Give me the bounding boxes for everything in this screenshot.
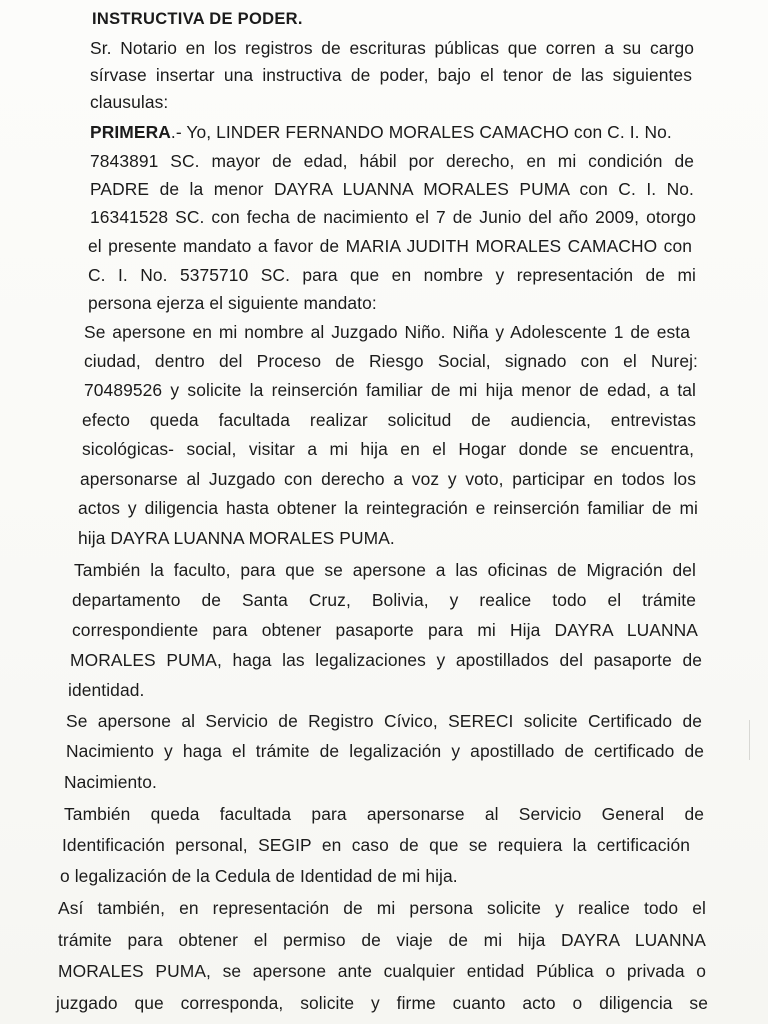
sereci-line-1: Se apersone al Servicio de Registro Cívico, SERECI solicite Certificado de [66,711,702,731]
migracion-line-4: MORALES PUMA, haga las legalizaciones y apostillados del pasaporte de [70,650,702,670]
migracion-line-5: identidad. [68,680,145,700]
juzgado-line-3: 70489526 y solicite la reinserción familiar de mi hija menor de edad, a tal [84,380,696,400]
primera-line-7: persona ejerza el siguiente mandato: [88,293,377,313]
juzgado-line-7: actos y diligencia hasta obtener la reintegración e reinserción familiar de mi [78,498,698,518]
primera-line-3: PADRE de la menor DAYRA LUANNA MORALES PUMA con C. I. No. [90,179,694,199]
juzgado-line-5: sicológicas- social, visitar a mi hija en el Hogar donde se encuentra, [82,439,694,459]
migracion-line-2: departamento de Santa Cruz, Bolivia, y realice todo el trámite [72,590,696,610]
primera-line-5: el presente mandato a favor de MARIA JUDITH MORALES CAMACHO con [88,236,692,256]
segip-line-3: o legalización de la Cedula de Identidad de mi hija. [60,866,458,886]
juzgado-line-2: ciudad, dentro del Proceso de Riesgo Social, signado con el Nurej: [84,351,698,371]
juzgado-line-1: Se apersone en mi nombre al Juzgado Niño. Niña y Adolescente 1 de esta [84,322,690,342]
juzgado-line-6: apersonarse al Juzgado con derecho a voz y voto, participar en todos los [80,469,696,489]
segip-line-1: También queda facultada para apersonarse al Servicio General de [64,804,704,824]
scan-artifact [749,720,750,760]
primera-line-2: 7843891 SC. mayor de edad, hábil por derecho, en mi condición de [90,151,694,171]
sereci-line-3: Nacimiento. [64,772,157,792]
juzgado-line-4: efecto queda facultada realizar solicitud de audiencia, entrevistas [82,410,696,430]
migracion-line-1: También la faculto, para que se apersone a las oficinas de Migración del [74,560,696,580]
viaje-line-3: MORALES PUMA, se apersone ante cualquier entidad Pública o privada o [58,961,706,981]
intro-line-3: clausulas: [90,92,169,112]
primera-line-1-text: .- Yo, LINDER FERNANDO MORALES CAMACHO con C. I. No. [170,122,672,142]
migracion-line-3: correspondiente para obtener pasaporte para mi Hija DAYRA LUANNA [72,620,698,640]
segip-line-2: Identificación personal, SEGIP en caso de que se requiera la certificación [62,835,690,855]
intro-line-1: Sr. Notario en los registros de escrituras públicas que corren a su cargo [90,38,694,58]
sereci-line-2: Nacimiento y haga el trámite de legalización y apostillado de certificado de [66,741,704,761]
primera-line-4: 16341528 SC. con fecha de nacimiento el 7 de Junio del año 2009, otorgo [90,207,696,227]
intro-line-2: sírvase insertar una instructiva de poder, bajo el tenor de las siguientes [90,65,692,85]
primera-line-1 [90,121,694,143]
primera-label: PRIMERA [90,122,171,142]
primera-line-6: C. I. No. 5375710 SC. para que en nombre y representación de mi [88,265,696,285]
juzgado-line-8: hija DAYRA LUANNA MORALES PUMA. [78,528,395,548]
viaje-line-2: trámite para obtener el permiso de viaje de mi hija DAYRA LUANNA [58,930,706,950]
viaje-line-4: juzgado que corresponda, solicite y firme cuanto acto o diligencia se [56,993,708,1013]
document-title: INSTRUCTIVA DE PODER. [92,10,303,28]
viaje-line-1: Así también, en representación de mi persona solicite y realice todo el [58,898,706,918]
